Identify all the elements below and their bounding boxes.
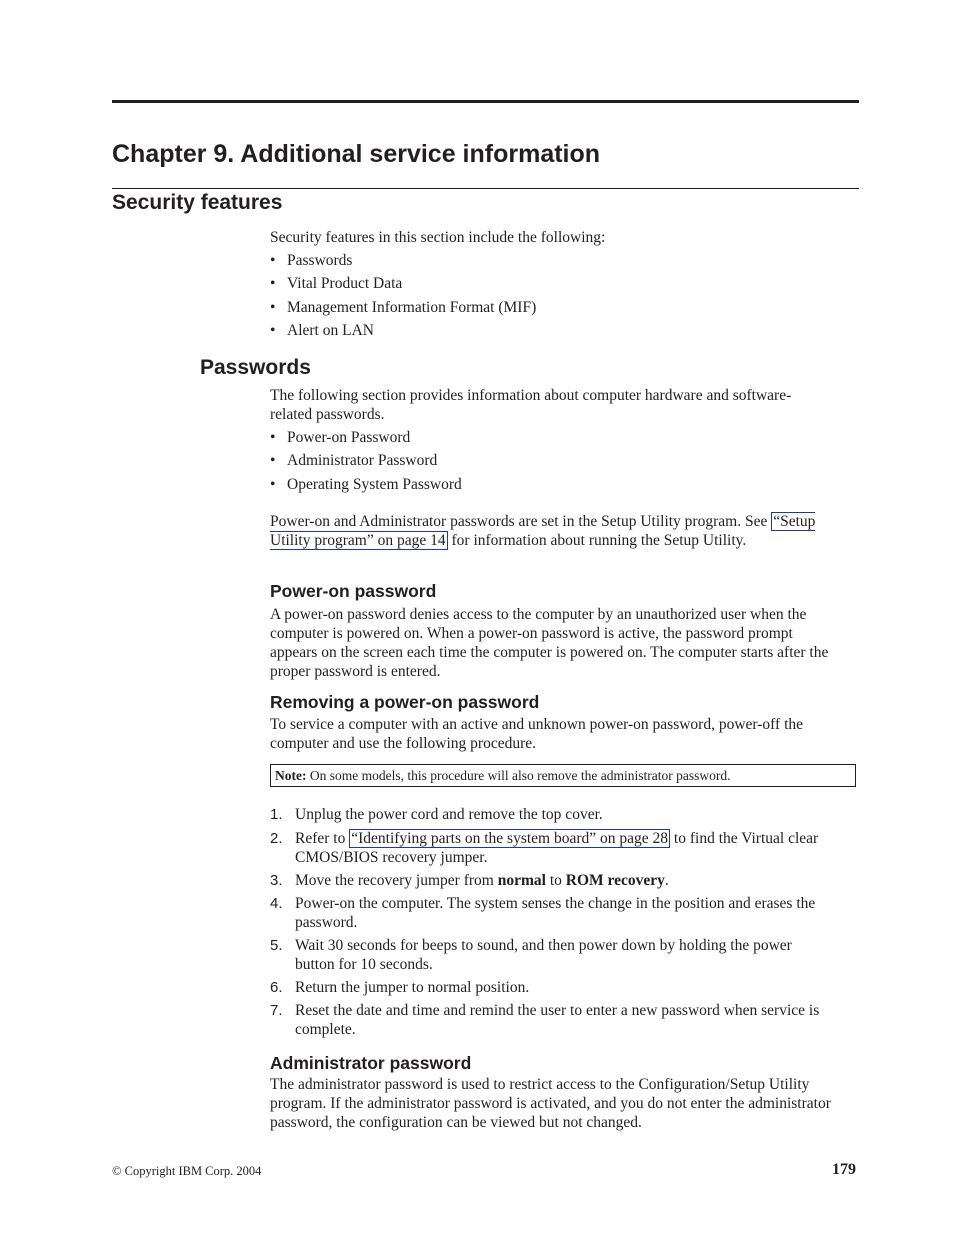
administrator-password-text: The administrator password is used to restrict access to the Configuration/Setup Utility program. If the administrator password is activated, and you do not enter the administrator password, the configuration can be viewed but not changed. xyxy=(270,1076,831,1131)
note-text: On some models, this procedure will also remove the administrator password. xyxy=(309,768,731,783)
setup-utility-paragraph: Power-on and Administrator passwords are set in the Setup Utility program. See “Setup Utility program” on page 14 for information about running the Setup Utility. xyxy=(270,513,816,549)
security-features-list xyxy=(270,251,536,344)
power-on-password-text: A power-on password denies access to the computer by an unauthorized user when the computer is powered on. When a power-on password is active, the password prompt appears on the screen each time the computer is powered on. The computer starts after the proper password is entered. xyxy=(270,606,829,680)
administrator-password-title: Administrator password xyxy=(270,1053,472,1073)
section-title-security-features: Security features xyxy=(112,191,283,214)
section-rule xyxy=(112,188,859,189)
list-item: • Vital Product Data xyxy=(270,275,403,293)
bullet-icon: • xyxy=(270,321,276,339)
list-item: 6. Return the jumper to normal position. xyxy=(270,979,530,996)
removal-procedure-steps xyxy=(270,805,860,1043)
list-item: • Alert on LAN xyxy=(270,321,374,339)
password-types-list xyxy=(270,428,462,498)
list-item: • Passwords xyxy=(270,252,353,269)
list-item: • Power-on Password xyxy=(270,429,411,446)
page-number: 179 xyxy=(832,1161,856,1178)
passwords-intro: The following section provides information about computer hardware and software-related passwords. xyxy=(270,387,792,423)
list-item: • Operating System Password xyxy=(270,475,462,493)
copyright-footer: © Copyright IBM Corp. 2004 xyxy=(112,1164,262,1178)
bullet-icon: • xyxy=(270,275,276,293)
bullet-icon: • xyxy=(270,252,276,269)
list-item: • Administrator Password xyxy=(270,452,438,470)
bullet-icon: • xyxy=(270,429,276,446)
list-item: 4. Power-on the computer. The system senses the change in the position and erases the password. xyxy=(270,895,816,931)
note-box xyxy=(270,764,856,787)
bullet-icon: • xyxy=(270,298,276,316)
power-on-password-title: Power-on password xyxy=(270,581,437,601)
chapter-top-rule xyxy=(112,100,859,103)
passwords-title: Passwords xyxy=(200,356,311,379)
chapter-title: Chapter 9. Additional service information xyxy=(112,140,601,168)
bullet-icon: • xyxy=(270,452,276,470)
bullet-icon: • xyxy=(270,475,276,493)
list-item: 2. Refer to “Identifying parts on the system board” on page 28 to find the Virtual clear CMOS/BIOS recovery jumper. xyxy=(270,830,819,866)
security-intro: Security features in this section include the following: xyxy=(270,229,606,246)
list-item: 3. Move the recovery jumper from normal to ROM recovery. xyxy=(270,872,669,889)
setup-utility-link[interactable]: “Setup Utility program” on page 14 xyxy=(270,513,816,549)
list-item: 5. Wait 30 seconds for beeps to sound, and then power down by holding the power button for 10 seconds. xyxy=(270,937,792,973)
removing-password-text: To service a computer with an active and unknown power-on password, power-off the computer and use the following procedure. xyxy=(270,716,804,752)
system-board-link[interactable]: “Identifying parts on the system board” on page 28 xyxy=(351,830,669,847)
list-item: 1. Unplug the power cord and remove the top cover. xyxy=(270,806,603,823)
removing-password-title: Removing a power-on password xyxy=(270,692,540,712)
list-item: • Management Information Format (MIF) xyxy=(270,298,537,316)
list-item: 7. Reset the date and time and remind the user to enter a new password when service is complete. xyxy=(270,1002,820,1038)
note-label: Note: xyxy=(275,768,307,783)
